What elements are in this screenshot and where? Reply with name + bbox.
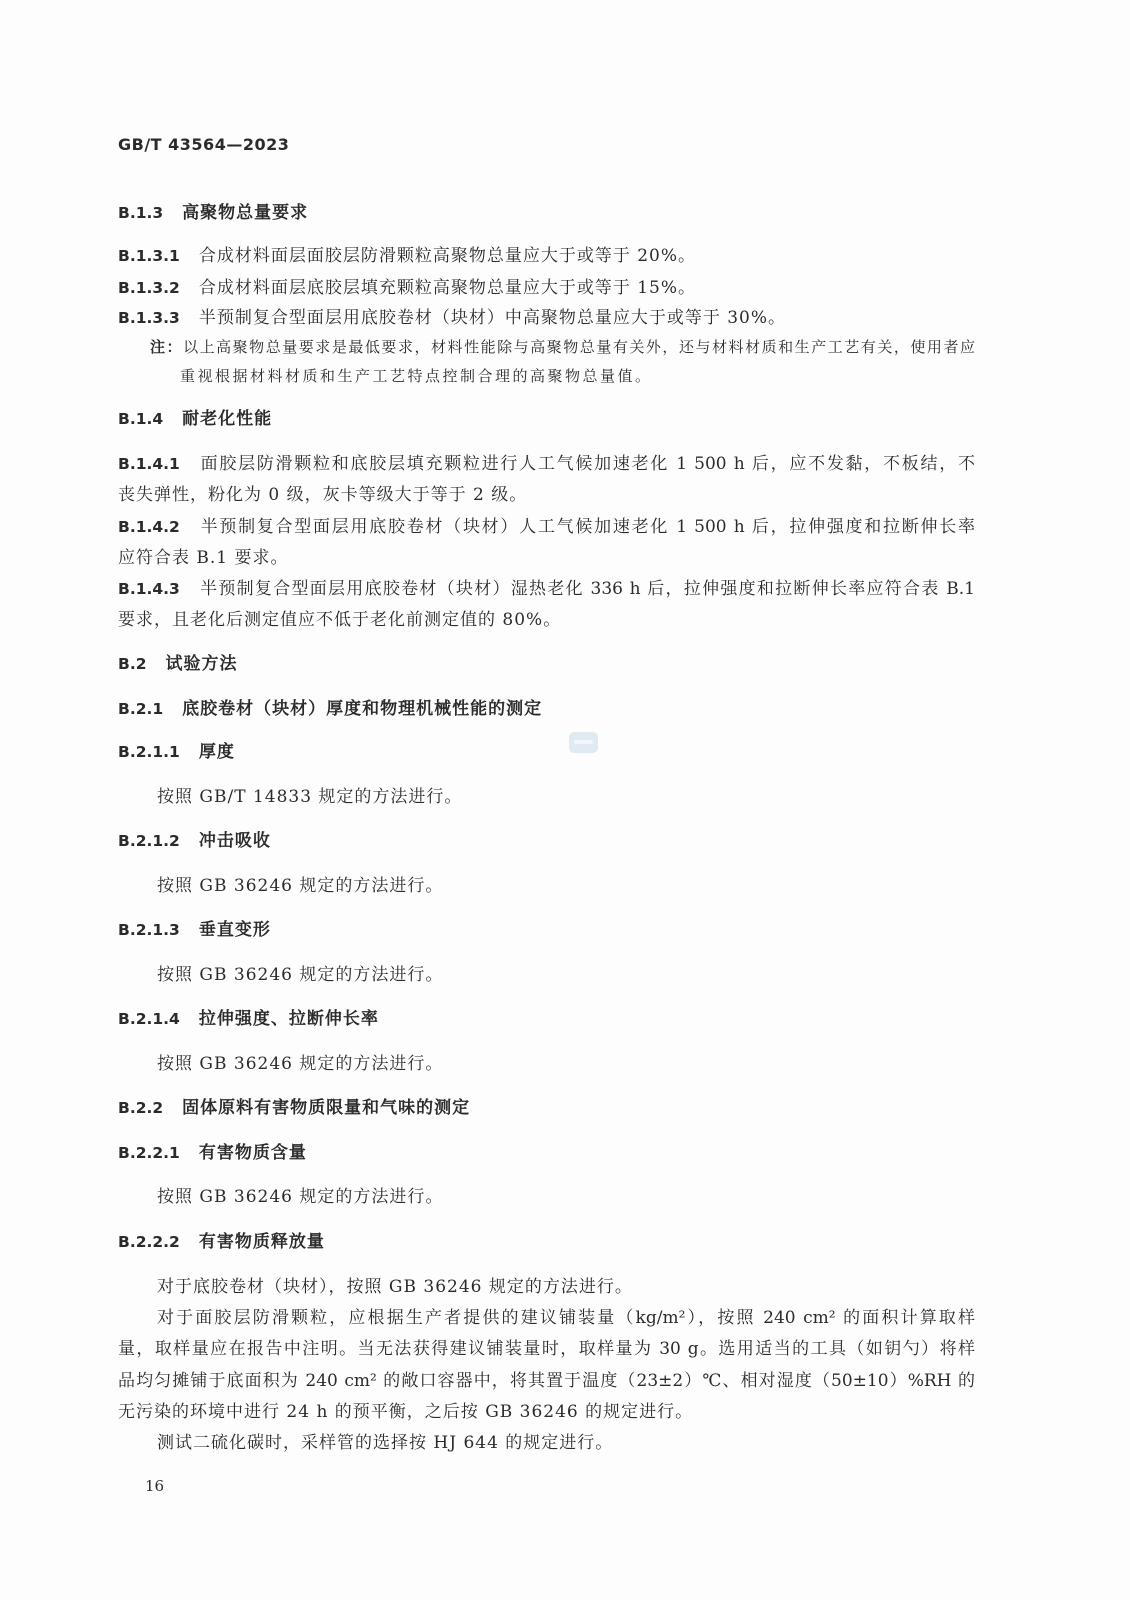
clause-b2-1-1-heading <box>118 740 235 764</box>
clause-number: B.2.2.2 <box>118 1233 180 1251</box>
clause-number: B.1.4.3 <box>118 580 180 598</box>
clause-b2-2-heading <box>118 1096 470 1120</box>
clause-number: B.1.3 <box>118 204 164 222</box>
note-text: 以上高聚物总量要求是最低要求，材料性能除与高聚物总量有关外，还与材料材质和生产工艺有关，使用者应 <box>183 338 975 356</box>
clause-b1-3-3 <box>118 306 786 330</box>
clause-text: 面胶层防滑颗粒和底胶层填充颗粒进行人工气候加速老化 1 500 h 后，应不发黏，不板结，不 <box>198 454 975 474</box>
clause-text: 半预制复合型面层用底胶卷材（块材）中高聚物总量应大于或等于 30%。 <box>198 308 787 328</box>
clause-title: 有害物质释放量 <box>198 1232 325 1252</box>
clause-b1-3-heading <box>118 201 308 225</box>
clause-b1-4-3-line-2: 要求，且老化后测定值应不低于老化前测定值的 80%。 <box>118 610 562 630</box>
clause-text: 合成材料面层底胶层填充颗粒高聚物总量应大于或等于 15%。 <box>198 278 697 298</box>
clause-number: B.2.1.2 <box>118 832 180 850</box>
paragraph-2-line-1: 对于面胶层防滑颗粒，应根据生产者提供的建议铺装量（kg/m²），按照 240 cm² 的面积计算取样 <box>157 1308 975 1328</box>
clause-b1-4-heading <box>118 407 272 431</box>
clause-b1-4-1-line-1 <box>118 452 975 476</box>
clause-b2-1-3-heading <box>118 918 271 942</box>
clause-b2-1-2-text: 按照 GB 36246 规定的方法进行。 <box>157 876 444 896</box>
clause-number: B.1.3.3 <box>118 309 180 327</box>
clause-b1-4-1-line-2: 丧失弹性，粉化为 0 级，灰卡等级大于等于 2 级。 <box>118 485 528 505</box>
paragraph-2-line-4: 无污染的环境中进行 24 h 的预平衡，之后按 GB 36246 的规定进行。 <box>118 1402 694 1422</box>
clause-title: 冲击吸收 <box>198 831 271 851</box>
clause-number: B.2.2 <box>118 1099 164 1117</box>
clause-b2-1-3-text: 按照 GB 36246 规定的方法进行。 <box>157 965 444 985</box>
clause-title: 垂直变形 <box>198 920 271 940</box>
clause-b2-1-heading <box>118 697 542 721</box>
clause-title: 试验方法 <box>165 654 238 674</box>
page-number: 16 <box>145 1477 165 1495</box>
clause-number: B.1.4 <box>118 410 164 428</box>
paragraph-3-line-1: 测试二硫化碳时，采样管的选择按 HJ 644 的规定进行。 <box>157 1433 614 1453</box>
clause-b1-3-1 <box>118 244 696 268</box>
clause-b2-heading <box>118 652 238 676</box>
clause-b2-1-4-heading <box>118 1007 379 1031</box>
clause-b2-1-4-text: 按照 GB 36246 规定的方法进行。 <box>157 1054 444 1074</box>
clause-number: B.2.1.3 <box>118 921 180 939</box>
clause-b2-2-2-heading <box>118 1230 325 1254</box>
clause-b1-4-2-line-1 <box>118 515 975 539</box>
clause-title: 拉伸强度、拉断伸长率 <box>198 1009 379 1029</box>
clause-number: B.1.3.2 <box>118 279 180 297</box>
clause-number: B.2.1 <box>118 700 164 718</box>
clause-number: B.1.3.1 <box>118 247 180 265</box>
note-line-1 <box>150 335 975 359</box>
clause-b2-2-1-heading <box>118 1141 307 1165</box>
clause-text: 合成材料面层面胶层防滑颗粒高聚物总量应大于或等于 20%。 <box>198 246 697 266</box>
clause-title: 高聚物总量要求 <box>182 203 309 223</box>
clause-text: 半预制复合型面层用底胶卷材（块材）人工气候加速老化 1 500 h 后，拉伸强度和拉断伸长率 <box>198 517 975 537</box>
clause-number: B.2.1.1 <box>118 743 180 761</box>
clause-number: B.1.4.1 <box>118 455 180 473</box>
clause-b2-1-2-heading <box>118 829 271 853</box>
clause-b1-3-2 <box>118 276 696 300</box>
clause-title: 有害物质含量 <box>198 1143 307 1163</box>
note-label: 注： <box>150 338 184 356</box>
note-line-2: 重视根据材料材质和生产工艺特点控制合理的高聚物总量值。 <box>180 367 653 385</box>
watermark-logo-icon <box>569 732 598 753</box>
clause-number: B.2.2.1 <box>118 1144 180 1162</box>
clause-number: B.2 <box>118 655 147 673</box>
clause-title: 厚度 <box>198 742 235 762</box>
clause-b1-4-2-line-2: 应符合表 B.1 要求。 <box>118 548 289 568</box>
clause-title: 固体原料有害物质限量和气味的测定 <box>182 1098 471 1118</box>
clause-title: 耐老化性能 <box>182 409 273 429</box>
clause-b1-4-3-line-1 <box>118 577 975 601</box>
clause-number: B.1.4.2 <box>118 518 180 536</box>
clause-number: B.2.1.4 <box>118 1010 180 1028</box>
clause-text: 半预制复合型面层用底胶卷材（块材）湿热老化 336 h 后，拉伸强度和拉断伸长率应符合表 B.1 <box>198 579 975 599</box>
paragraph-2-line-3: 品均匀摊铺于底面积为 240 cm² 的敞口容器中，将其置于温度（23±2）℃、相对湿度（50±10）%RH 的 <box>118 1371 975 1391</box>
document-code: GB/T 43564—2023 <box>118 135 290 154</box>
paragraph-1-line-1: 对于底胶卷材（块材），按照 GB 36246 规定的方法进行。 <box>157 1277 633 1297</box>
clause-b2-2-1-text: 按照 GB 36246 规定的方法进行。 <box>157 1187 444 1207</box>
paragraph-2-line-2: 量，取样量应在报告中注明。当无法获得建议铺装量时，取样量为 30 g。选用适当的工具（如钥勺）将样 <box>118 1339 975 1359</box>
clause-title: 底胶卷材（块材）厚度和物理机械性能的测定 <box>182 699 543 719</box>
clause-b2-1-1-text: 按照 GB/T 14833 规定的方法进行。 <box>157 787 463 807</box>
